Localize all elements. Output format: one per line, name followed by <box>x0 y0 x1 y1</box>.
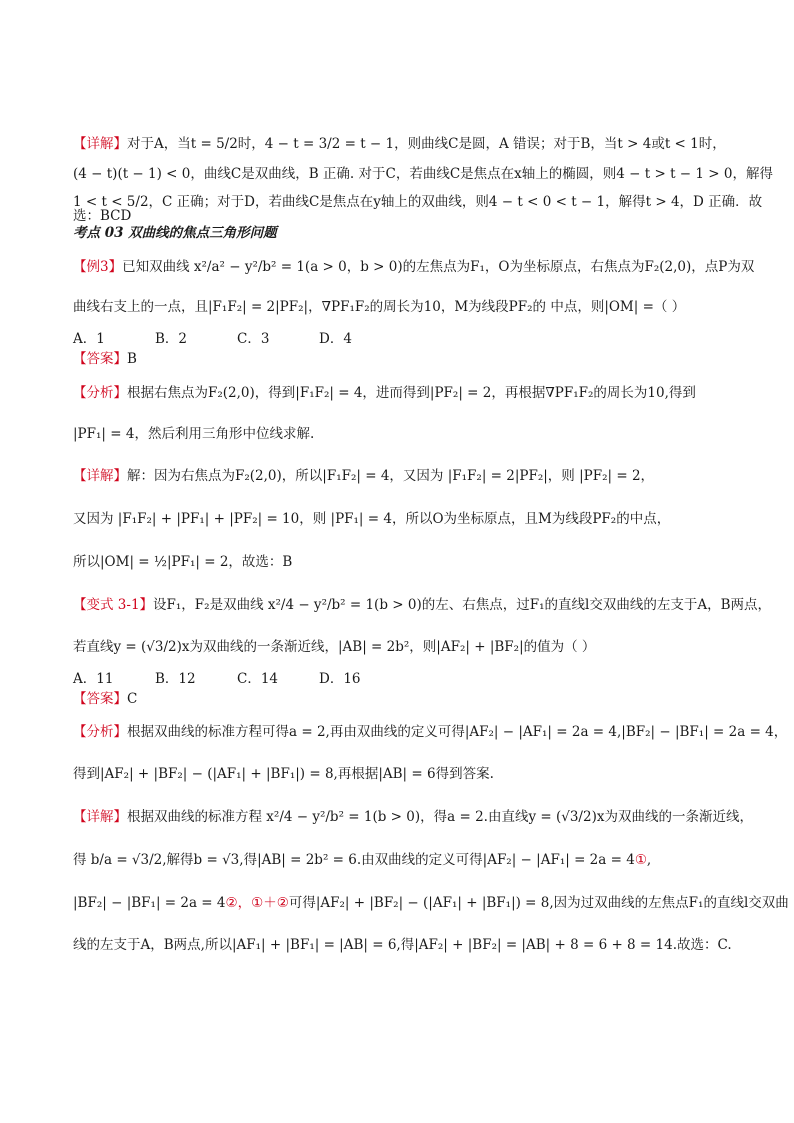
variant31-detail-4: 线的左支于A，B两点,所以|AF₁| + |BF₁| = |AB| = 6,得|AF₂| + |BF₂| = |AB| + 8 = 6 + 8 = 14.故选：C. <box>73 937 732 953</box>
variant31-option-a: A．11 <box>73 671 114 687</box>
section-tag: 【详解】 <box>73 809 127 825</box>
example3-detail-1: 【详解】解：因为右焦点为F₂(2,0)，所以|F₁F₂| = 4，又因为 |F₁F₂| = 2|PF₂|，则 |PF₂| = 2， <box>73 468 655 484</box>
variant31-line-2: 若直线y = (√3/2)x为双曲线的一条渐近线，|AB| = 2b²，则|AF₂| + |BF₂|的值为（ ） <box>73 639 596 655</box>
example3-answer: 【答案】B <box>73 351 137 367</box>
variant31-analysis-2: 得到|AF₂| + |BF₂| − (|AF₁| + |BF₁|) = 8,再根据|AB| = 6得到答案. <box>73 766 494 782</box>
section-tag: 【答案】 <box>73 691 127 707</box>
section-tag: 【答案】 <box>73 351 127 367</box>
detail1-line-4: 选：BCD <box>73 208 132 224</box>
detail1-line-3: 1 < t < 5/2，C 正确；对于D，若曲线C是焦点在y轴上的双曲线，则4 − t < 0 < t − 1，解得t > 4，D 正确．故 <box>73 194 763 210</box>
section-tag: 【例3】 <box>73 259 123 275</box>
example3-line-2: 曲线右支上的一点，且|F₁F₂| = 2|PF₂|，∇PF₁F₂的周长为10，M为线段PF₂的 中点，则|OM| =（ ） <box>73 299 686 315</box>
variant31-option-c: C．14 <box>237 671 279 687</box>
section-tag: 【详解】 <box>73 136 127 152</box>
example3-option-b: B．2 <box>155 331 188 347</box>
variant31-detail-2 <box>73 851 733 869</box>
variant31-analysis-1: 【分析】根据双曲线的标准方程可得a = 2,再由双曲线的定义可得|AF₂| − |AF₁| = 2a = 4,|BF₂| − |BF₁| = 2a = 4， <box>73 724 788 740</box>
detail1-line-2: (4 − t)(t − 1) < 0，曲线C是双曲线，B 正确. 对于C，若曲线C是焦点在x轴上的椭圆，则4 − t > t − 1 > 0，解得 <box>73 166 773 182</box>
variant31-options <box>73 670 733 688</box>
variant31-detail-3 <box>73 894 789 912</box>
section-tag: 【详解】 <box>73 468 127 484</box>
example3-detail-3: 所以|OM| = ½|PF₁| = 2，故选：B <box>73 554 293 570</box>
variant31-detail-2-main: 得 b/a = √3/2,解得b = √3,得|AB| = 2b² = 6.由双曲线的定义可得|AF₂| − |AF₁| = 2a = 4 <box>73 852 635 868</box>
circled-one-marker: ① <box>634 852 647 868</box>
example3-line-1: 【例3】已知双曲线 x²/a² − y²/b² = 1(a > 0，b > 0)的左焦点为F₁，O为坐标原点，右焦点为F₂(2,0)，点P为双 <box>73 259 755 275</box>
variant31-line-1: 【变式 3-1】设F₁，F₂是双曲线 x²/4 − y²/b² = 1(b > 0)的左、右焦点，过F₁的直线l交双曲线的左支于A，B两点， <box>73 597 771 613</box>
section-tag: 【变式 3-1】 <box>73 597 154 613</box>
variant31-detail-3-b: 可得|AF₂| + |BF₂| − (|AF₁| + |BF₁|) = 8,因为过双曲线的左焦点F₁的直线l交双曲 <box>288 895 789 911</box>
variant31-detail-2-end: , <box>646 852 652 868</box>
example3-option-d: D．4 <box>319 331 352 347</box>
variant31-detail-3-a: |BF₂| − |BF₁| = 2a = 4 <box>73 895 226 911</box>
variant31-option-b: B．12 <box>155 671 196 687</box>
example3-option-c: C．3 <box>237 331 270 347</box>
variant31-answer: 【答案】C <box>73 691 138 707</box>
example3-detail-2: 又因为 |F₁F₂| + |PF₁| + |PF₂| = 10，则 |PF₁| = 4，所以O为坐标原点，且M为线段PF₂的中点， <box>73 511 671 527</box>
variant31-option-d: D．16 <box>319 671 361 687</box>
example3-options <box>73 330 733 348</box>
example3-analysis-1: 【分析】根据右焦点为F₂(2,0)，得到|F₁F₂| = 4，进而得到|PF₂| = 2，再根据∇PF₁F₂的周长为10,得到 <box>73 385 696 401</box>
section-tag: 【分析】 <box>73 724 127 740</box>
circled-markers: ②，①＋② <box>225 895 289 911</box>
section-tag: 【分析】 <box>73 385 127 401</box>
example3-analysis-2: |PF₁| = 4，然后利用三角形中位线求解. <box>73 426 315 442</box>
example3-option-a: A．1 <box>73 331 105 347</box>
detail1-line-1: 【详解】对于A，当t = 5/2时，4 − t = 3/2 = t − 1，则曲线C是圆，A 错误；对于B，当t > 4或t < 1时， <box>73 136 726 152</box>
variant31-detail-1: 【详解】根据双曲线的标准方程 x²/4 − y²/b² = 1(b > 0)，得a = 2.由直线y = (√3/2)x为双曲线的一条渐近线， <box>73 809 753 825</box>
section-heading: 考点 03 双曲线的焦点三角形问题 <box>73 225 277 241</box>
